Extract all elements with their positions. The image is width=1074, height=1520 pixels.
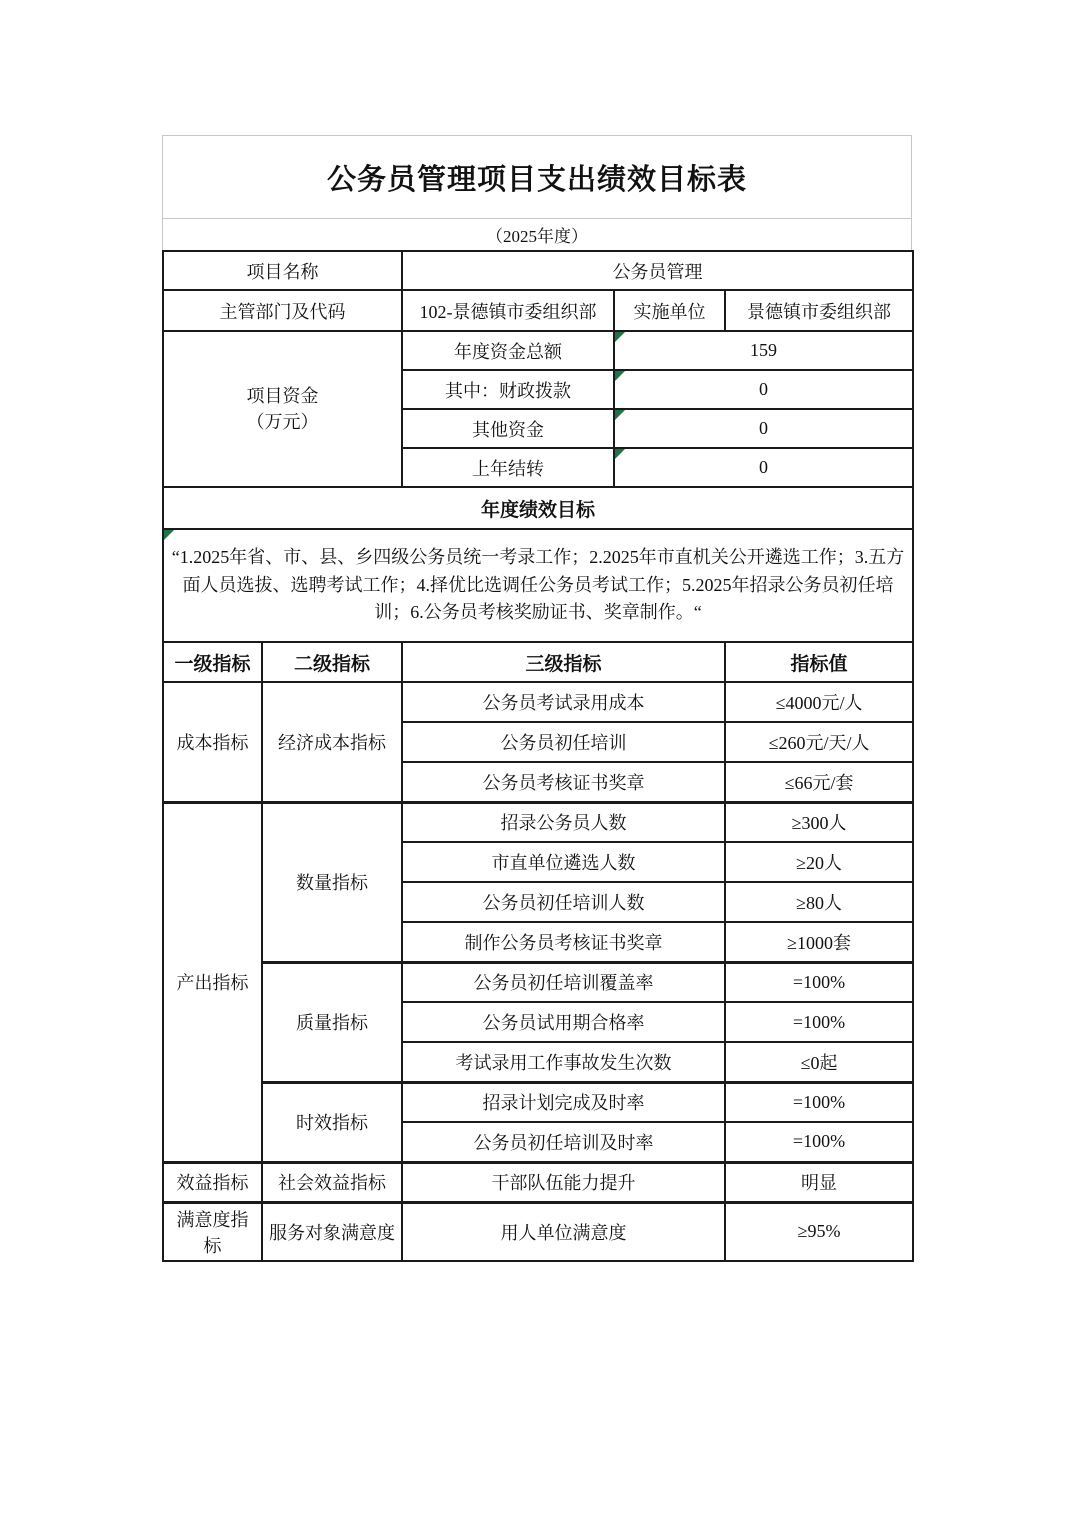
level1-cell: 成本指标 xyxy=(163,682,262,802)
table-row xyxy=(163,487,913,529)
annual-goal-text-cell xyxy=(163,529,913,642)
comment-marker-icon xyxy=(615,332,625,342)
level3-cell: 公务员初任培训覆盖率 xyxy=(402,962,725,1002)
header-value: 指标值 xyxy=(725,642,913,682)
value-cell: =100% xyxy=(725,1082,913,1122)
page-title: 公务员管理项目支出绩效目标表 xyxy=(326,163,747,196)
funding-value-text: 0 xyxy=(759,379,768,399)
project-name-label: 项目名称 xyxy=(163,251,402,290)
table-row xyxy=(163,251,913,290)
funding-row-value xyxy=(614,370,913,409)
comment-marker-icon xyxy=(615,371,625,381)
level3-cell: 招录计划完成及时率 xyxy=(402,1082,725,1122)
level3-cell: 公务员考试录用成本 xyxy=(402,682,725,722)
funding-value-text: 0 xyxy=(759,457,768,477)
level3-cell: 公务员试用期合格率 xyxy=(402,1002,725,1042)
level3-cell: 制作公务员考核证书奖章 xyxy=(402,922,725,962)
impl-unit-label: 实施单位 xyxy=(614,290,725,331)
table-row xyxy=(163,1082,913,1122)
dept-label: 主管部门及代码 xyxy=(163,290,402,331)
project-name-value: 公务员管理 xyxy=(402,251,913,290)
comment-marker-icon xyxy=(615,410,625,420)
level2-cell: 经济成本指标 xyxy=(262,682,402,802)
value-cell: ≤260元/天/人 xyxy=(725,722,913,762)
funding-row-value xyxy=(614,331,913,370)
header-level1: 一级指标 xyxy=(163,642,262,682)
level3-cell: 用人单位满意度 xyxy=(402,1202,725,1261)
annual-goal-header: 年度绩效目标 xyxy=(163,487,913,529)
level2-cell: 时效指标 xyxy=(262,1082,402,1162)
table-row xyxy=(163,290,913,331)
level2-cell: 数量指标 xyxy=(262,802,402,962)
funding-label-line1: 项目资金 xyxy=(246,385,319,406)
level1-cell: 效益指标 xyxy=(163,1162,262,1202)
comment-marker-icon xyxy=(615,449,625,459)
dept-value: 102-景德镇市委组织部 xyxy=(402,290,614,331)
value-cell: ≥1000套 xyxy=(725,922,913,962)
value-cell: =100% xyxy=(725,962,913,1002)
funding-label xyxy=(163,331,402,487)
header-level2: 二级指标 xyxy=(262,642,402,682)
table-row xyxy=(163,802,913,842)
table-row xyxy=(163,529,913,642)
value-cell: ≥300人 xyxy=(725,802,913,842)
level2-cell: 社会效益指标 xyxy=(262,1162,402,1202)
funding-row-label: 其中：财政拨款 xyxy=(402,370,614,409)
table-header-row xyxy=(163,642,913,682)
page-year: （2025年度） xyxy=(163,218,911,250)
value-cell: 明显 xyxy=(725,1162,913,1202)
level3-cell: 招录公务员人数 xyxy=(402,802,725,842)
level2-cell: 服务对象满意度 xyxy=(262,1202,402,1261)
value-cell: ≤0起 xyxy=(725,1042,913,1082)
funding-label-line2: （万元） xyxy=(246,412,319,432)
value-cell: ≥95% xyxy=(725,1202,913,1261)
value-cell: ≥80人 xyxy=(725,882,913,922)
level3-cell: 市直单位遴选人数 xyxy=(402,842,725,882)
table-row xyxy=(163,1162,913,1202)
comment-marker-icon xyxy=(164,530,174,540)
funding-value-text: 159 xyxy=(750,340,777,360)
level3-cell: 公务员初任培训 xyxy=(402,722,725,762)
header-level3: 三级指标 xyxy=(402,642,725,682)
funding-row-label: 上年结转 xyxy=(402,448,614,487)
funding-row-value xyxy=(614,409,913,448)
annual-goal-text: “1.2025年省、市、县、乡四级公务员统一考录工作；2.2025年市直机关公开遴选工作；3.五方面人员选拔、选聘考试工作；4.择优比选调任公务员考试工作；5.2025年招录公务员初任培训；6.公务员考核奖励证书、奖章制作。“ xyxy=(171,546,905,623)
funding-row-label: 年度资金总额 xyxy=(402,331,614,370)
performance-target-table xyxy=(162,250,914,1262)
value-cell: ≤66元/套 xyxy=(725,762,913,802)
funding-value-text: 0 xyxy=(759,418,768,438)
table-row xyxy=(163,682,913,722)
funding-row-value xyxy=(614,448,913,487)
value-cell: ≥20人 xyxy=(725,842,913,882)
level3-cell: 干部队伍能力提升 xyxy=(402,1162,725,1202)
title-block xyxy=(162,135,912,250)
value-cell: =100% xyxy=(725,1002,913,1042)
level3-cell: 公务员初任培训及时率 xyxy=(402,1122,725,1162)
level3-cell: 考试录用工作事故发生次数 xyxy=(402,1042,725,1082)
document xyxy=(162,135,912,1262)
level3-cell: 公务员初任培训人数 xyxy=(402,882,725,922)
level3-cell: 公务员考核证书奖章 xyxy=(402,762,725,802)
level1-cell: 产出指标 xyxy=(163,802,262,1162)
table-row xyxy=(163,331,913,370)
level2-cell: 质量指标 xyxy=(262,962,402,1082)
table-row xyxy=(163,1202,913,1261)
funding-row-label: 其他资金 xyxy=(402,409,614,448)
value-cell: =100% xyxy=(725,1122,913,1162)
impl-unit-value: 景德镇市委组织部 xyxy=(725,290,913,331)
value-cell: ≤4000元/人 xyxy=(725,682,913,722)
level1-cell: 满意度指标 xyxy=(163,1202,262,1261)
table-row xyxy=(163,962,913,1002)
